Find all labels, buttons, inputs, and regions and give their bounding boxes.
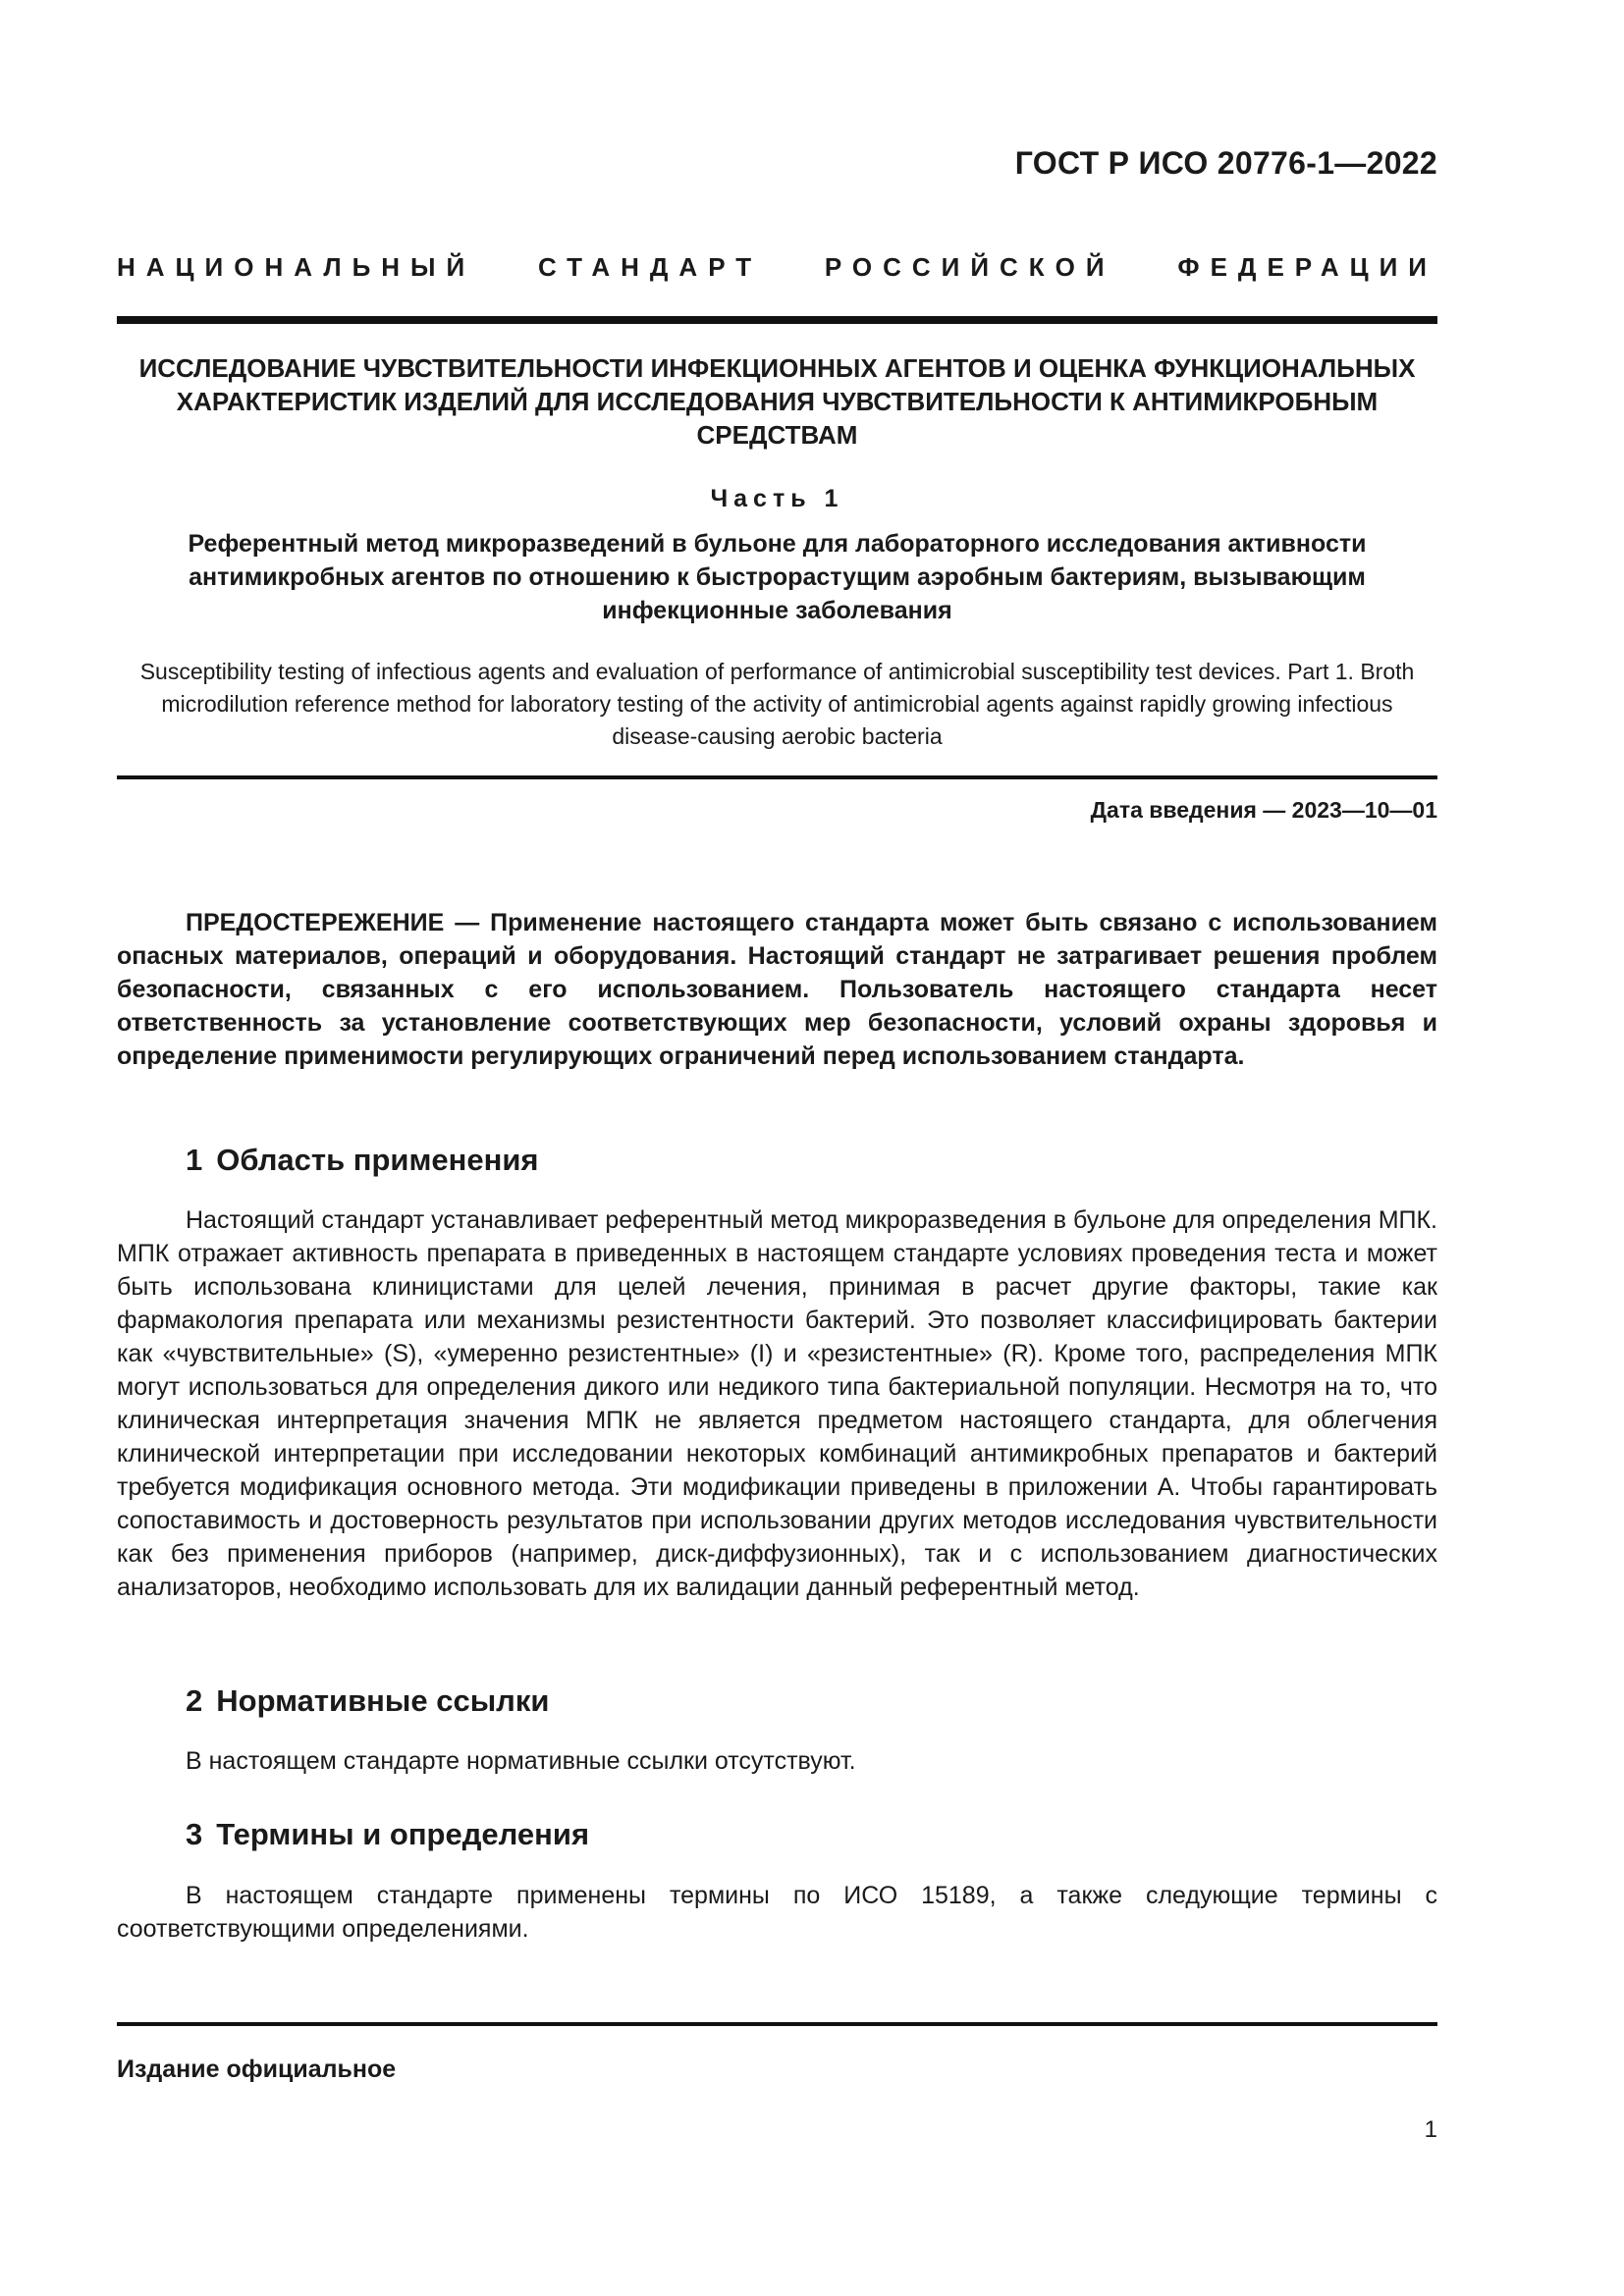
section-title: Область применения [216, 1143, 539, 1177]
title-divider [117, 775, 1437, 779]
document-page [117, 0, 1437, 2296]
section-number: 2 [186, 1683, 203, 1718]
section-title: Нормативные ссылки [216, 1683, 550, 1718]
national-standard-heading: НАЦИОНАЛЬНЫЙ СТАНДАРТ РОССИЙСКОЙ ФЕДЕРАЦИИ [117, 252, 1437, 282]
warning-paragraph: ПРЕДОСТЕРЕЖЕНИЕ — Применение настоящего стандарта может быть связано с использованием опасных материалов, операций и оборудования. Настоящий стандарт не затрагивает решения проблем безопасности, связанных с его использованием. Пользователь настоящего стандарта несет ответственность за установление соответствующих мер безопасности, условий охраны здоровья и определение применимости регулирующих ограничений перед использованием стандарта. [117, 909, 1437, 1070]
section-paragraph-normative-references: В настоящем стандарте нормативные ссылки отсутствуют. [186, 1747, 856, 1775]
footer-divider [117, 2022, 1437, 2026]
section-heading-scope [186, 1143, 539, 1178]
section-paragraph-terms: В настоящем стандарте применены термины по ИСО 15189, а также следующие термины с соответствующими определениями. [117, 1882, 1437, 1943]
standard-number: ГОСТ Р ИСО 20776-1—2022 [1014, 145, 1437, 181]
section-heading-terms [186, 1817, 589, 1852]
part-title: Референтный метод микроразведений в бульоне для лабораторного исследования активности антимикробных агентов по отношению к быстрорастущим аэробным бактериям, вызывающим инфекционные заболевания [188, 530, 1367, 624]
section-number: 3 [186, 1817, 203, 1851]
official-edition-label: Издание официальное [117, 2056, 397, 2083]
introduction-date: Дата введения — 2023—10—01 [1090, 797, 1437, 823]
english-title: Susceptibility testing of infectious agents and evaluation of performance of antimicrobial susceptibility test devices. Part 1. Broth microdilution reference method for laboratory testing of the activity of antimicrobial agents against rapidly growing infectious disease-causing aerobic bacteria [139, 659, 1415, 749]
section-title: Термины и определения [216, 1817, 590, 1851]
section-number: 1 [186, 1143, 203, 1177]
part-label: Часть 1 [710, 485, 844, 512]
section-heading-normative-references [186, 1683, 549, 1719]
section-paragraph-scope: Настоящий стандарт устанавливает референтный метод микроразведения в бульоне для определения МПК. МПК отражает активность препарата в приведенных в настоящем стандарте условиях проведения теста и может быть использована клиницистами для целей лечения, принимая в расчет другие факторы, такие как фармакология препарата или механизмы резистентности бактерий. Это позволяет классифицировать бактерии как «чувствительные» (S), «умеренно резистентные» (I) и «резистентные» (R). Кроме того, распределения МПК могут использоваться для определения дикого или недикого типа бактериальной популяции. Несмотря на то, что клиническая интерпретация значения МПК не является предметом настоящего стандарта, для облегчения клинической интерпретации при исследовании некоторых комбинаций антимикробных препаратов и бактерий требуется модификация основного метода. Эти модификации приведены в приложении А. Чтобы гарантировать сопоставимость и достоверность результатов при использовании других методов исследования чувствительности как без применения приборов (например, диск-диффузионных), так и с использованием диагностических анализаторов, необходимо использовать для их валидации данный референтный метод. [117, 1206, 1437, 1601]
header-divider [117, 316, 1437, 324]
document-title: ИССЛЕДОВАНИЕ ЧУВСТВИТЕЛЬНОСТИ ИНФЕКЦИОННЫХ АГЕНТОВ И ОЦЕНКА ФУНКЦИОНАЛЬНЫХ ХАРАКТЕРИСТИК ИЗДЕЛИЙ ДЛЯ ИССЛЕДОВАНИЯ ЧУВСТВИТЕЛЬНОСТИ К АНТИМИКРОБНЫМ СРЕДСТВАМ [138, 353, 1416, 450]
page-number: 1 [1424, 2116, 1437, 2143]
